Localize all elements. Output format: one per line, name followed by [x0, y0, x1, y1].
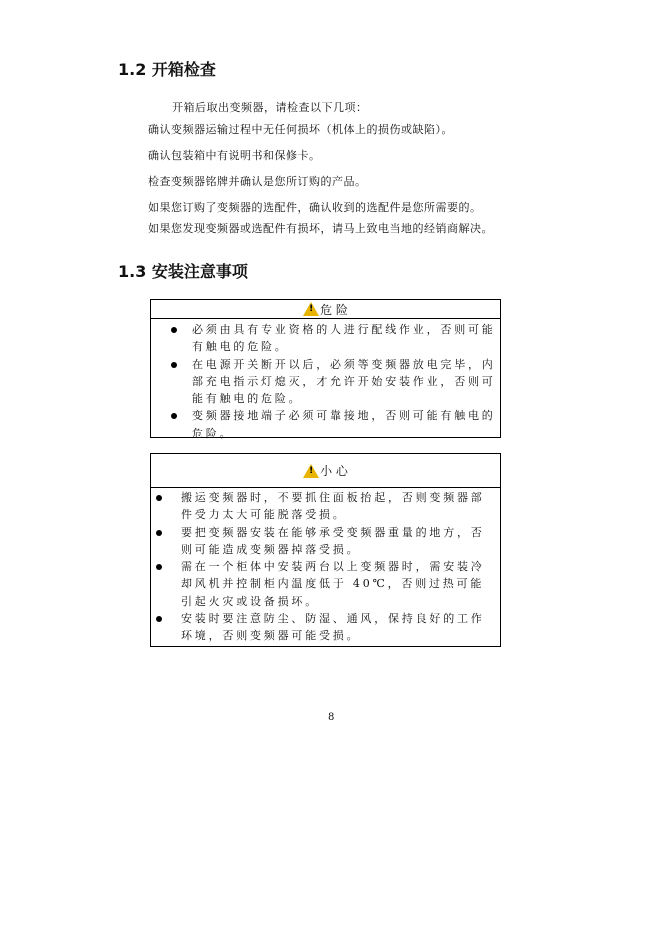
bullet-icon — [156, 495, 162, 501]
caution-title: 小 心 — [320, 464, 348, 478]
caution-box — [150, 453, 501, 647]
danger-item: 必须由具有专业资格的人进行配线作业，否则可能有触电的危险。 — [151, 321, 501, 356]
caution-item: 搬运变频器时，不要抓住面板抬起，否则变频器部件受力太大可能脱落受损。 — [151, 489, 490, 524]
check-line: 确认包装箱中有说明书和保修卡。 — [148, 149, 321, 162]
section-heading-1-2: 1.2 开箱检查 — [118, 60, 216, 79]
caution-item: 需在一个柜体中安装两台以上变频器时，需安装冷却风机并控制柜内温度低于 40℃，否则过热可能引起火灾或设备损坏。 — [151, 558, 490, 610]
bullet-icon — [171, 327, 177, 333]
page-number: 8 — [328, 712, 335, 723]
bullet-icon — [156, 564, 162, 570]
caution-header — [151, 454, 500, 488]
caution-item: 安装时要注意防尘、防湿、通风，保持良好的工作环境，否则变频器可能受损。 — [151, 610, 490, 645]
danger-title: 危 险 — [320, 302, 348, 317]
bullet-icon — [156, 530, 162, 536]
bullet-icon — [156, 616, 162, 622]
section-heading-1-3: 1.3 安装注意事项 — [118, 262, 248, 281]
check-line: 如果您订购了变频器的选配件，确认收到的选配件是您所需要的。 — [148, 201, 482, 214]
bullet-icon — [171, 362, 177, 368]
danger-item: 在电源开关断开以后，必须等变频器放电完毕，内部充电指示灯熄灭，才允许开始安装作业，否则可能有触电的危险。 — [151, 356, 501, 408]
bullet-icon — [171, 413, 177, 419]
danger-box — [150, 299, 501, 438]
danger-header — [151, 300, 500, 319]
check-line: 确认变频器运输过程中无任何损坏（机体上的损伤或缺陷）。 — [148, 123, 453, 136]
warning-icon — [303, 464, 319, 478]
warning-icon — [303, 302, 319, 316]
intro-text: 开箱后取出变频器，请检查以下几项： — [172, 101, 368, 114]
check-line: 如果您发现变频器或选配件有损坏，请马上致电当地的经销商解决。 — [148, 222, 493, 235]
danger-item: 变频器接地端子必须可靠接地，否则可能有触电的危险。 — [151, 407, 501, 442]
caution-item: 要把变频器安装在能够承受变频器重量的地方，否则可能造成变频器掉落受损。 — [151, 524, 490, 559]
check-line: 检查变频器铭牌并确认是您所订购的产品。 — [148, 175, 367, 188]
